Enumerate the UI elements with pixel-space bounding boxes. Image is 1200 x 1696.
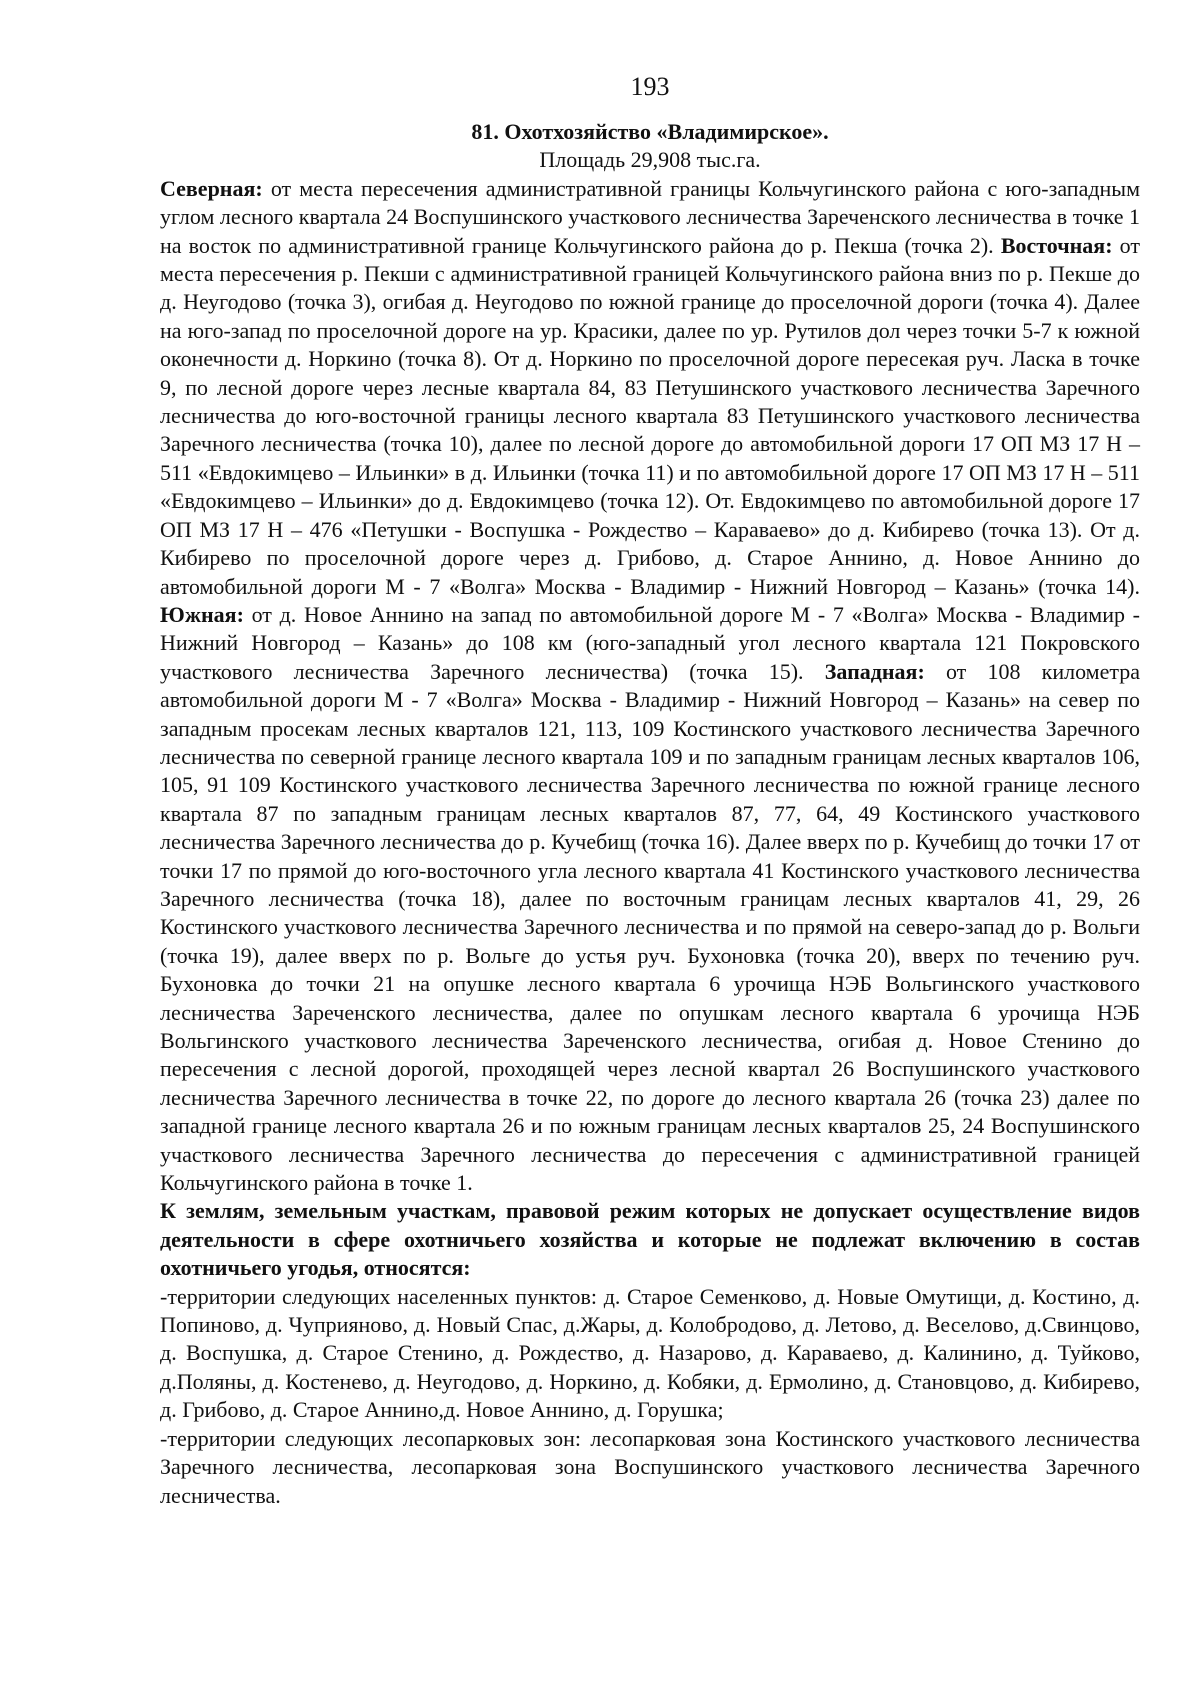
boundary-text-west: от 108 километра автомобильной дороги М - 7 «Волга» Москва - Владимир - Нижний Новгород – Казань» на север по западным просекам лесных кварталов 121, 113, 109 Костинского участкового лесничества Заречного лесничества по северной границе лесного квартала 109 и по западным границам лесных кварталов 106, 105, 91 109 Костинского участкового лесничества Заречного лесничества по южной границе лесного квартала 87 по западным границам лесных кварталов 87, 77, 64, 49 Костинского участкового лесничества Заречного лесничества до р. Кучебищ (точка 16). Далее вверх по р. Кучебищ до точки 17 от точки 17 по прямой до юго-восточного угла лесного квартала 41 Костинского участкового лесничества Заречного лесничества (точка 18), далее по восточным границам лесных кварталов 41, 29, 26 Костинского участкового лесничества Заречного лесничества и по прямой на северо-запад до р. Вольги (точка 19), далее вверх по р. Вольге до устья руч. Бухоновка (точка 20), вверх по течению руч. Бухоновка до точки 21 на опушке лесного квартала 6 урочища НЭБ Вольгинского участкового лесничества Зареченского лесничества, далее по опушкам лесного квартала 6 урочища НЭБ Вольгинского участкового лесничества Зареченского лесничества, огибая д. Новое Стенино до пересечения с лесной дорогой, проходящей через лесной квартал 26 Воспушинского участкового лесничества Заречного лесничества в точке 22, по дороге до лесного квартала 26 (точка 23) далее по западной границе лесного квартала 26 и по южным границам лесных кварталов 25, 24 Воспушинского участкового лесничества Заречного лесничества до пересечения с административной границей Кольчугинского района в точке 1. bbox=[160, 658, 1140, 1196]
document-page bbox=[160, 70, 1140, 1510]
exclusion-item-settlements: -территории следующих населенных пунктов: д. Старое Семенково, д. Новые Омутищи, д. Костино, д. Попиново, д. Чуприяново, д. Новый Спас, д.Жары, д. Колобродово, д. Летово, д. Веселово, д.Свинцово, д. Воспушка, д. Старое Стенино, д. Рождество, д. Назарово, д. Караваево, д. Калинино, д. Туйково, д.Поляны, д. Костенево, д. Неугодово, д. Норкино, д. Кобяки, д. Ермолино, д. Становцово, д. Кибирево, д. Грибово, д. Старое Аннино,д. Новое Аннино, д. Горушка; bbox=[160, 1283, 1140, 1423]
section-title: 81. Охотхозяйство «Владимирское». bbox=[471, 119, 829, 144]
boundary-text-east: от места пересечения р. Пекши с административной границей Кольчугинского района вниз по р. Пекше до д. Неугодово (точка 3), огибая д. Неугодово по южной границе до проселочной дороги (точка 4). Далее на юго-запад по проселочной дороге на ур. Красики, далее по ур. Рутилов дол через точки 5-7 к южной оконечности д. Норкино (точка 8). От д. Норкино по проселочной дороге пересекая руч. Ласка в точке 9, по лесной дороге через лесные квартала 84, 83 Петушинского участкового лесничества Заречного лесничества до юго-восточной границы лесного квартала 83 Петушинского участкового лесничества Заречного лесничества (точка 10), далее по лесной дороге до автомобильной дороги 17 ОП МЗ 17 Н – 511 «Евдокимцево – Ильинки» в д. Ильинки (точка 11) и по автомобильной дороге 17 ОП МЗ 17 Н – 511 «Евдокимцево – Ильинки» до д. Евдокимцево (точка 12). От. Евдокимцево по автомобильной дороге 17 ОП МЗ 17 Н – 476 «Петушки - Воспушка - Рождество – Караваево» до д. Кибирево (точка 13). От д. Кибирево по проселочной дороге через д. Грибово, д. Старое Аннино, д. Новое Аннино до автомобильной дороги М - 7 «Волга» Москва - Владимир - Нижний Новгород – Казань» (точка 14). bbox=[160, 232, 1140, 599]
page-number: 193 bbox=[630, 72, 670, 101]
boundary-description bbox=[160, 175, 1140, 1198]
boundary-text-north: от места пересечения административной границы Кольчугинского района с юго-западным углом лесного квартала 24 Воспушинского участкового лесничества Зареченского лесничества в точке 1 на восток по административной границе Кольчугинского района до р. Пекша (точка 2). bbox=[160, 175, 1140, 258]
boundary-label-east: Восточная: bbox=[1000, 232, 1113, 258]
boundary-label-south: Южная: bbox=[160, 601, 244, 627]
exclusion-item-forest-parks: -территории следующих лесопарковых зон: лесопарковая зона Костинского участкового лесничества Заречного лесничества, лесопарковая зона Воспушинского участкового лесничества Заречного лесничества. bbox=[160, 1425, 1140, 1508]
exclusions-heading: К землям, земельным участкам, правовой режим которых не допускает осуществление видов деятельности в сфере охотничьего хозяйства и которые не подлежат включению в состав охотничьего угодья, относятся: bbox=[160, 1198, 1140, 1281]
boundary-text-south: от д. Новое Аннино на запад по автомобильной дороге М - 7 «Волга» Москва - Владимир - Нижний Новгород – Казань» до 108 км (юго-западный угол лесного квартала 121 Покровского участкового лесничества Заречного лесничества) (точка 15). bbox=[160, 601, 1140, 684]
boundary-label-north: Северная: bbox=[160, 175, 263, 201]
boundary-label-west: Западная: bbox=[824, 658, 925, 684]
area-line: Площадь 29,908 тыс.га. bbox=[539, 147, 761, 173]
